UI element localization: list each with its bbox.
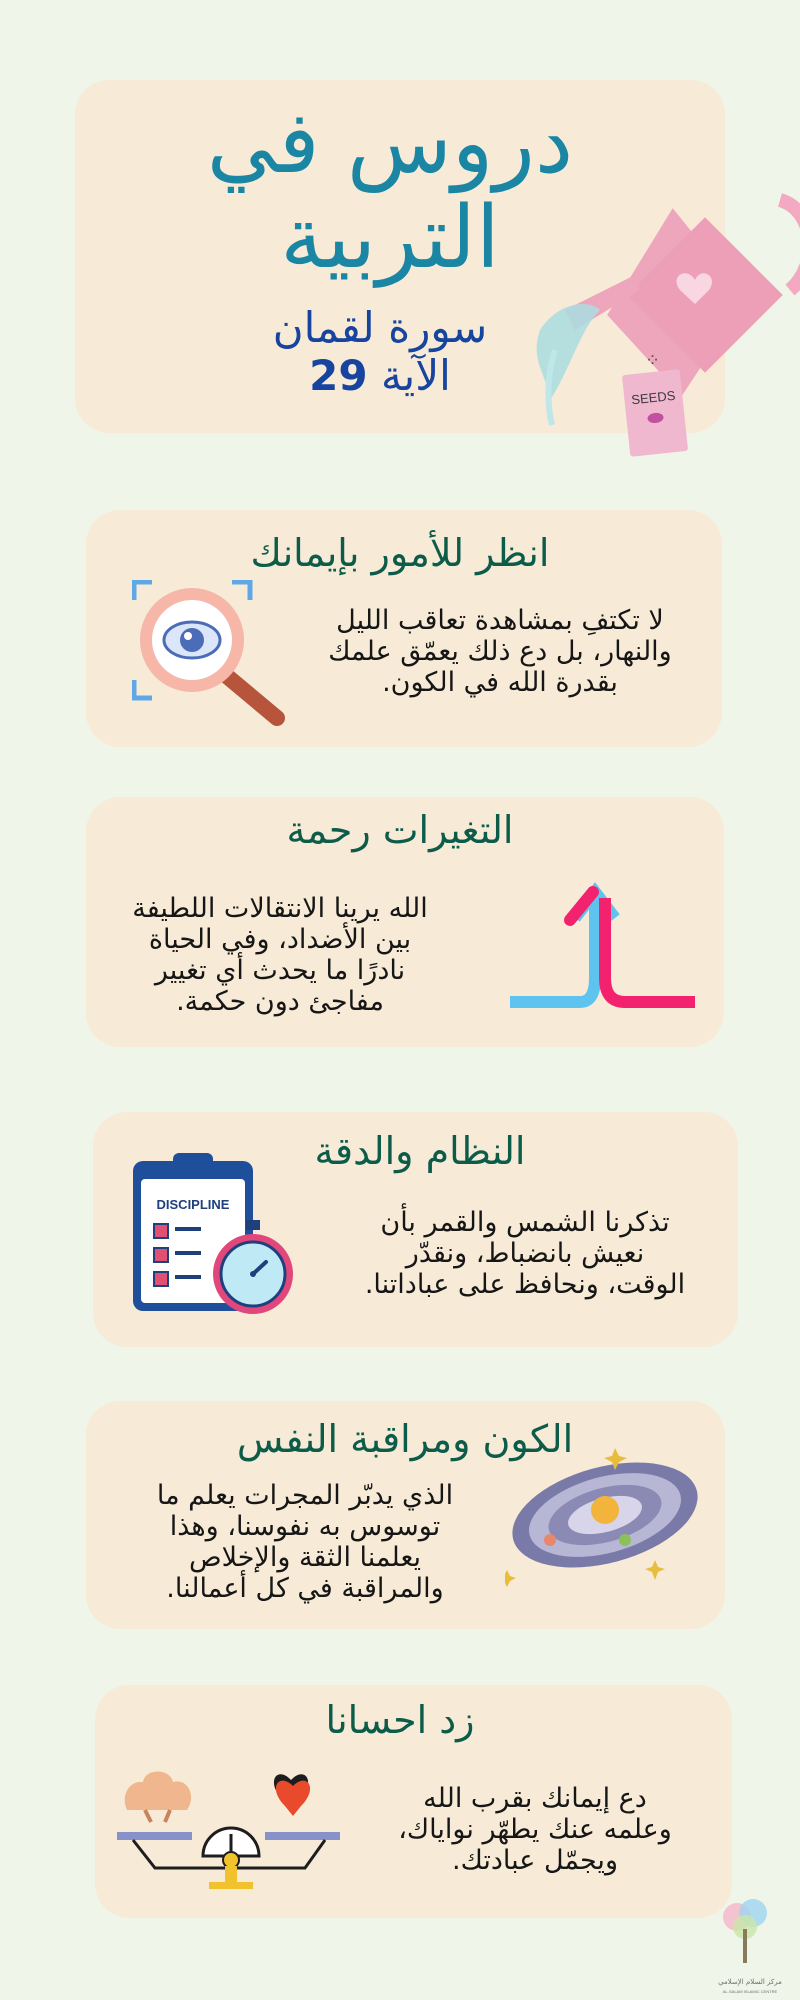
centre-logo-text	[700, 1978, 800, 1996]
surah-name: سورة لقمان	[272, 303, 488, 352]
balance-scale-icon	[115, 1760, 345, 1890]
section-text-4	[135, 1480, 475, 1604]
page-title-line-1: دروس في	[206, 93, 574, 193]
centre-logo-icon	[715, 1895, 775, 1965]
section-3-line-3: الوقت، ونحافظ على عباداتنا.	[364, 1269, 686, 1300]
section-text-1	[290, 605, 710, 698]
section-4-line-2: توسوس به نفوسنا، وهذا	[169, 1511, 441, 1542]
section-4-line-3: يعلمنا الثقة والإخلاص	[188, 1542, 422, 1573]
section-2-line-3: نادرًا ما يحدث أي تغيير	[154, 955, 406, 986]
seed-sprout-icon: ⁘	[645, 350, 661, 371]
ayah-line	[230, 350, 530, 402]
section-2-line-2: بين الأضداد، وفي الحياة	[148, 924, 412, 955]
checkbox-2	[153, 1247, 169, 1263]
section-title-3: النظام والدقة	[314, 1129, 526, 1173]
list-line-1	[175, 1227, 201, 1231]
list-line-3	[175, 1275, 201, 1279]
section-title-5: زد احسانا	[325, 1698, 475, 1742]
section-5-line-1: دع إيمانك بقرب الله	[423, 1783, 647, 1814]
page-title-line-2: التربية	[280, 188, 500, 288]
stopwatch-icon	[208, 1218, 298, 1318]
section-3-line-2: نعيش بانضباط، ونقدّر	[405, 1238, 645, 1269]
section-text-2	[110, 893, 450, 1017]
section-5-line-2: وعلمه عنك يطهّر نواياك،	[398, 1814, 672, 1845]
section-text-5	[365, 1783, 705, 1876]
magnifier-eye-icon	[132, 580, 292, 730]
discipline-label: DISCIPLINE	[156, 1197, 230, 1212]
checkbox-1	[153, 1223, 169, 1239]
checkbox-3	[153, 1271, 169, 1287]
logo-line-1: مركز السلام الإسلامي	[718, 1978, 782, 1986]
section-1-line-1: لا تكتفِ بمشاهدة تعاقب الليل	[336, 605, 664, 636]
ayah-number: 29	[309, 351, 368, 400]
seeds-packet-icon	[622, 369, 688, 457]
section-4-line-4: والمراقبة في كل أعمالنا.	[166, 1573, 444, 1604]
section-3-line-1: تذكرنا الشمس والقمر بأن	[380, 1207, 670, 1238]
list-line-2	[175, 1251, 201, 1255]
section-text-3	[325, 1207, 725, 1300]
section-2-line-4: مفاجئ دون حكمة.	[176, 986, 384, 1017]
section-5-line-3: ويجمّل عبادتك.	[452, 1845, 618, 1876]
section-title-1: انظر للأمور بإيمانك	[250, 531, 550, 575]
seeds-label: SEEDS	[630, 387, 677, 408]
section-title-4: الكون ومراقبة النفس	[236, 1417, 574, 1461]
ayah-label: الآية	[380, 351, 451, 400]
section-title-2: التغيرات رحمة	[286, 808, 514, 852]
section-4-line-1: الذي يدبّر المجرات يعلم ما	[156, 1480, 454, 1511]
section-1-line-2: والنهار، بل دع ذلك يعمّق علمك	[328, 636, 672, 667]
section-2-line-1: الله يرينا الانتقالات اللطيفة	[132, 893, 428, 924]
logo-line-2: AL-SALAM ISLAMIC CENTRE	[722, 1989, 778, 1994]
clipboard-clip	[173, 1153, 213, 1175]
flower-dot	[647, 412, 664, 424]
crossing-arrows-icon	[505, 878, 705, 1018]
galaxy-icon	[505, 1440, 705, 1590]
section-1-line-3: بقدرة الله في الكون.	[382, 667, 618, 698]
